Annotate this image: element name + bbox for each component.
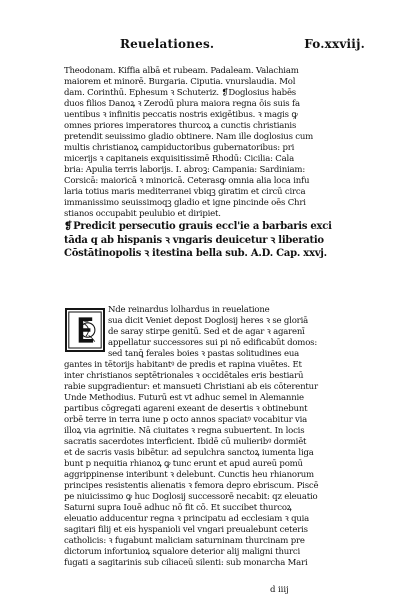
pilcrow-icon: ❡: [64, 221, 73, 232]
rubric-text: Predicit persecutio grauis eccl'ie a barbaris exci: [73, 221, 332, 232]
text-line: multis christianoꝝ campiductoribus gubernatoribus: pri: [64, 143, 295, 153]
text-line: illoꝝ via agrinitie. Nā ciuitates ꝛ regna subuertent. In locis: [64, 426, 305, 436]
rubric-line: [64, 220, 358, 234]
signature-mark: d iiij: [270, 585, 289, 595]
text-line: micerijs ꝛ capitaneis exquisitissimē Rhodū: Cicilia: Cala: [64, 154, 294, 164]
text-line: de saray stirpe genitū. Sed et de agar ꝛ agarenī: [108, 327, 305, 337]
text-line: rabie supgradientur: et mansueti Christiani ab eis cōterentur: [64, 382, 318, 392]
text-line: bria: Apulia terris laborijs. I. abroꝫ: Campania: Sardiniam:: [64, 165, 306, 175]
text-line: omnes priores imperatores thurcoꝝ a cunctis christianis: [64, 121, 297, 131]
text-line: gantes in tētorijs habitantꝰ de predis et rapina viuētes. Et: [64, 360, 302, 370]
text-line: principes resistentis alienatis ꝛ femora depro ebriscum. Piscē: [64, 481, 319, 491]
page-header-title: Reuelationes.: [120, 37, 215, 51]
chapter-body: [64, 360, 358, 569]
text-line: partibus cōgregati agareni exeant de desertis ꝛ obtinebunt: [64, 404, 308, 414]
text-line: et de sacris vasis bibētur. ad sepulchra sanctoꝝ iumenta liga: [64, 448, 314, 458]
text-line: Nde reinardus lolhardus in reuelatione: [108, 305, 270, 315]
text-line: immanissimo seuissimoqꝫ gladio et igne pincinde oēs Chri: [64, 198, 306, 208]
text-line: sed tanꝗ̄ ferales boies ꝛ pastas solitudines eua: [108, 349, 300, 359]
chapter-indented-lines: [64, 305, 358, 360]
text-line: duos filios Danoꝝ ꝛ Zerodū plura maiora regna ōis suis fa: [64, 99, 300, 109]
folio-number: Fo.xxviij.: [304, 37, 365, 51]
text-line: bunt p nequitia rhianoꝝ ꝙ tunc erunt et apud aureū pomū: [64, 459, 303, 469]
text-line: sua dicit Veniet depost Doglosij heres ꝛ se gloriā: [108, 316, 308, 326]
text-line: sagitari filij et eis hyspanioli vel vngari preualebunt ceteris: [64, 525, 308, 535]
text-line: pretendit seuissimo gladio obtinere. Nam ille doglosius cum: [64, 132, 314, 142]
text-line: orbē terre in terra iune p octo annos spaciatꝰ vocabitur via: [64, 415, 308, 425]
chapter-rubric: [64, 220, 358, 261]
text-line: Saturni supra Iouē adhuc nō fit cō. Et succibet thurcoꝝ: [64, 503, 292, 513]
text-line: eleuatio adducentur regna ꝛ principatu ad ecclesiam ꝛ quia: [64, 514, 310, 524]
text-line: Unde Methodius. Futurū est vt adhuc semel in Alemannie: [64, 393, 304, 403]
text-line: dictorum infortunioꝝ squalore deterior alij maligni thurci: [64, 547, 301, 557]
text-line: inter christianos septētrionales ꝛ occidētales eris bestiarū: [64, 371, 304, 381]
text-line: appellatur successores sui pi nō edificabūt domos:: [108, 338, 318, 348]
text-line: dam. Corinthū. Ephesum ꝛ Schuteriz. ❡Doglosius habēs: [64, 88, 296, 98]
text-line: Corsicā: maioricā ꝛ minoricā. Ceterasꝙ omnia alia loca infu: [64, 176, 310, 186]
text-line: aggrippinense interibunt ꝛ delebunt. Cunctis heu rhianorum: [64, 470, 314, 480]
text-line: pe niuicissimo ꝙ huc Doglosij successorē necabit: qz eleuatio: [64, 492, 318, 502]
text-line: sacratis sacerdotes interficient. Ibidē cū mulieribꝰ dormiēt: [64, 437, 307, 447]
text-line: catholicis: ꝛ fugabunt maliciam saturninam thurcinam pre: [64, 536, 305, 546]
text-line: stianos occupabit peulubio et diripiet.: [64, 209, 221, 219]
text-line: maiorem et minorē. Burgaria. Ciputia. vnurslaudia. Mol: [64, 77, 296, 87]
rubric-line: tāda q ab hispanis ꝛ vngaris deuicetur ꝛ liberatio: [64, 234, 324, 246]
text-line: laria totius maris mediterranei vbiqꝫ giratim et circū circa: [64, 187, 306, 197]
rubric-line: Cōstātinopolis ꝛ itestina bella sub. A.D. Cap. xxvj.: [64, 248, 327, 260]
top-text-block: [64, 66, 358, 220]
text-line: uentibus ꝛ infinitis peccatis nostris exigētibus. ꝛ magis ꝙ: [64, 110, 298, 120]
text-line: Theodonam. Kiffia albā et rubeam. Padaleam. Valachiam: [64, 66, 299, 76]
text-line: fugati a sagitarinis sub ciliaceū silenti: sub monarcha Mari: [64, 558, 308, 568]
